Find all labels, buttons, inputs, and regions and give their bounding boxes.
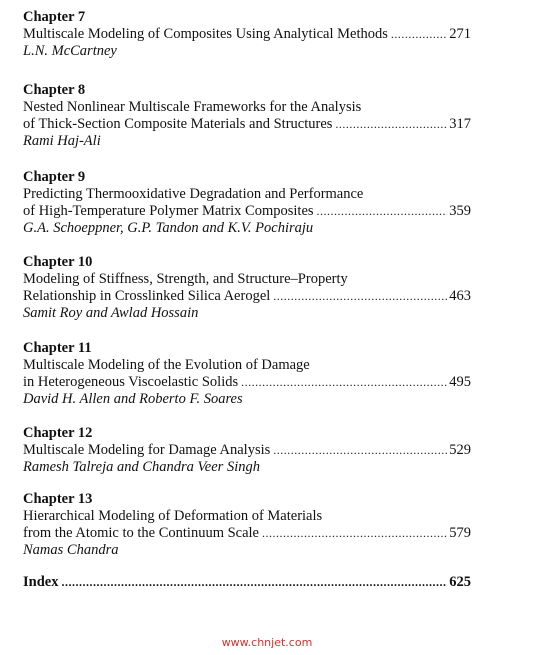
toc-entry-chapter-9[interactable] xyxy=(23,169,471,237)
dot-leader xyxy=(391,26,447,43)
chapter-title-text: Hierarchical Modeling of Deformation of Materials xyxy=(23,508,323,524)
page-number: 271 xyxy=(449,26,471,42)
chapter-authors: Rami Haj-Ali xyxy=(23,133,101,149)
chapter-authors: Samit Roy and Awlad Hossain xyxy=(23,305,199,321)
toc-entry-chapter-11[interactable] xyxy=(23,340,471,408)
chapter-title-line xyxy=(23,288,471,305)
chapter-label: Chapter 11 xyxy=(23,340,92,356)
toc-entry-index[interactable] xyxy=(23,574,471,591)
toc-entry-chapter-7[interactable] xyxy=(23,9,471,60)
toc-entry-chapter-12[interactable] xyxy=(23,425,471,476)
page-number: 625 xyxy=(449,574,471,590)
chapter-label: Chapter 9 xyxy=(23,169,86,185)
chapter-title-line xyxy=(23,525,471,542)
dot-leader xyxy=(241,374,447,391)
chapter-authors: G.A. Schoeppner, G.P. Tandon and K.V. Pochiraju xyxy=(23,220,314,236)
toc-entry-chapter-8[interactable] xyxy=(23,82,471,150)
table-of-contents xyxy=(23,9,471,591)
chapter-title-text: Multiscale Modeling of Composites Using Analytical Methods xyxy=(23,26,388,42)
chapter-authors: Namas Chandra xyxy=(23,542,119,558)
chapter-label: Chapter 7 xyxy=(23,9,86,25)
chapter-title-line xyxy=(23,374,471,391)
page-number: 495 xyxy=(449,374,471,390)
toc-entry-chapter-13[interactable] xyxy=(23,491,471,559)
chapter-title-text: Multiscale Modeling for Damage Analysis xyxy=(23,442,271,458)
index-label: Index xyxy=(23,574,59,590)
dot-leader xyxy=(317,203,448,220)
dot-leader xyxy=(335,116,447,133)
toc-entry-chapter-10[interactable] xyxy=(23,254,471,322)
chapter-title-text: Multiscale Modeling of the Evolution of Damage xyxy=(23,357,310,373)
dot-leader xyxy=(273,442,447,459)
chapter-title-text: Modeling of Stiffness, Strength, and Structure–Property xyxy=(23,271,348,287)
page-number: 579 xyxy=(449,525,471,541)
page-number: 463 xyxy=(449,288,471,304)
chapter-title-line xyxy=(23,442,471,459)
chapter-authors: Ramesh Talreja and Chandra Veer Singh xyxy=(23,459,260,475)
page-number: 359 xyxy=(449,203,471,219)
chapter-title-text: of High-Temperature Polymer Matrix Composites xyxy=(23,203,314,219)
chapter-title-text: in Heterogeneous Viscoelastic Solids xyxy=(23,374,239,390)
dot-leader xyxy=(61,574,447,591)
chapter-title-text: from the Atomic to the Continuum Scale xyxy=(23,525,259,541)
chapter-title-text: Nested Nonlinear Multiscale Frameworks for the Analysis xyxy=(23,99,362,115)
page-number: 529 xyxy=(449,442,471,458)
chapter-title-line xyxy=(23,203,471,220)
chapter-title-text: Predicting Thermooxidative Degradation and Performance xyxy=(23,186,364,202)
dot-leader xyxy=(262,525,447,542)
chapter-label: Chapter 12 xyxy=(23,425,93,441)
chapter-title-line xyxy=(23,116,471,133)
watermark-text: www.chnjet.com xyxy=(221,636,313,649)
chapter-label: Chapter 8 xyxy=(23,82,86,98)
page-number: 317 xyxy=(449,116,471,132)
dot-leader xyxy=(273,288,447,305)
chapter-title-text: Relationship in Crosslinked Silica Aerogel xyxy=(23,288,271,304)
chapter-label: Chapter 10 xyxy=(23,254,93,270)
chapter-title-text: of Thick-Section Composite Materials and Structures xyxy=(23,116,333,132)
chapter-authors: David H. Allen and Roberto F. Soares xyxy=(23,391,243,407)
chapter-authors: L.N. McCartney xyxy=(23,43,117,59)
chapter-label: Chapter 13 xyxy=(23,491,93,507)
chapter-title-line xyxy=(23,26,471,43)
